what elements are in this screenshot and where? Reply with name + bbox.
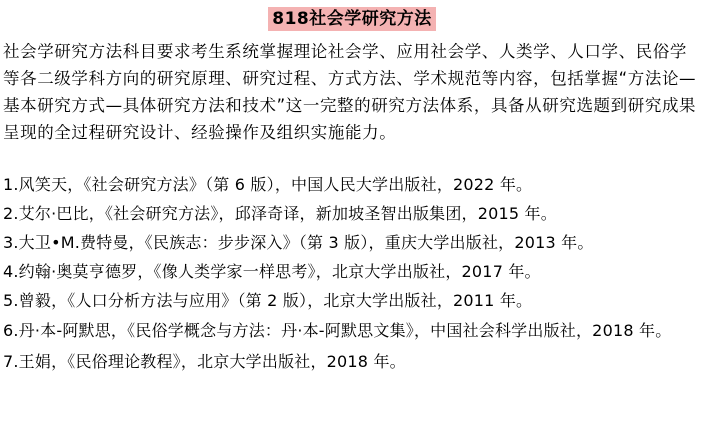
reference-item: 5.曾毅，《人口分析方法与应用》（第 2 版），北京大学出版社，2011 年。 xyxy=(3,291,533,310)
title-row xyxy=(0,7,704,31)
reference-item: 1.风笑天，《社会研究方法》（第 6 版），中国人民大学出版社，2022 年。 xyxy=(3,175,533,194)
intro-paragraph: 社会学研究方法科目要求考生系统掌握理论社会学、应用社会学、人类学、人口学、民俗学等各二级学科方向的研究原理、研究过程、方式方法、学术规范等内容，包括掌握“方法论—基本研究方式—具体研究方法和技术”这一完整的研究方法体系，具备从研究选题到研究成果呈现的全过程研究设计、经验操作及组织实施能力。 xyxy=(3,42,697,142)
reference-list xyxy=(3,170,703,376)
reference-item: 7.王娟，《民俗理论教程》，北京大学出版社，2018 年。 xyxy=(3,352,406,371)
document-title: 818社会学研究方法 xyxy=(268,7,436,31)
reference-item: 3.大卫•M.费特曼，《民族志：步步深入》（第 3 版），重庆大学出版社，2013 年。 xyxy=(3,233,594,252)
reference-item: 4.约翰·奥莫亨德罗，《像人类学家一样思考》，北京大学出版社，2017 年。 xyxy=(3,262,541,281)
reference-item: 6.丹·本-阿默思，《民俗学概念与方法：丹·本-阿默思文集》，中国社会科学出版社，2018 年。 xyxy=(3,321,672,340)
reference-item: 2.艾尔·巴比，《社会研究方法》，邱泽奇译，新加坡圣智出版集团，2015 年。 xyxy=(3,204,557,223)
